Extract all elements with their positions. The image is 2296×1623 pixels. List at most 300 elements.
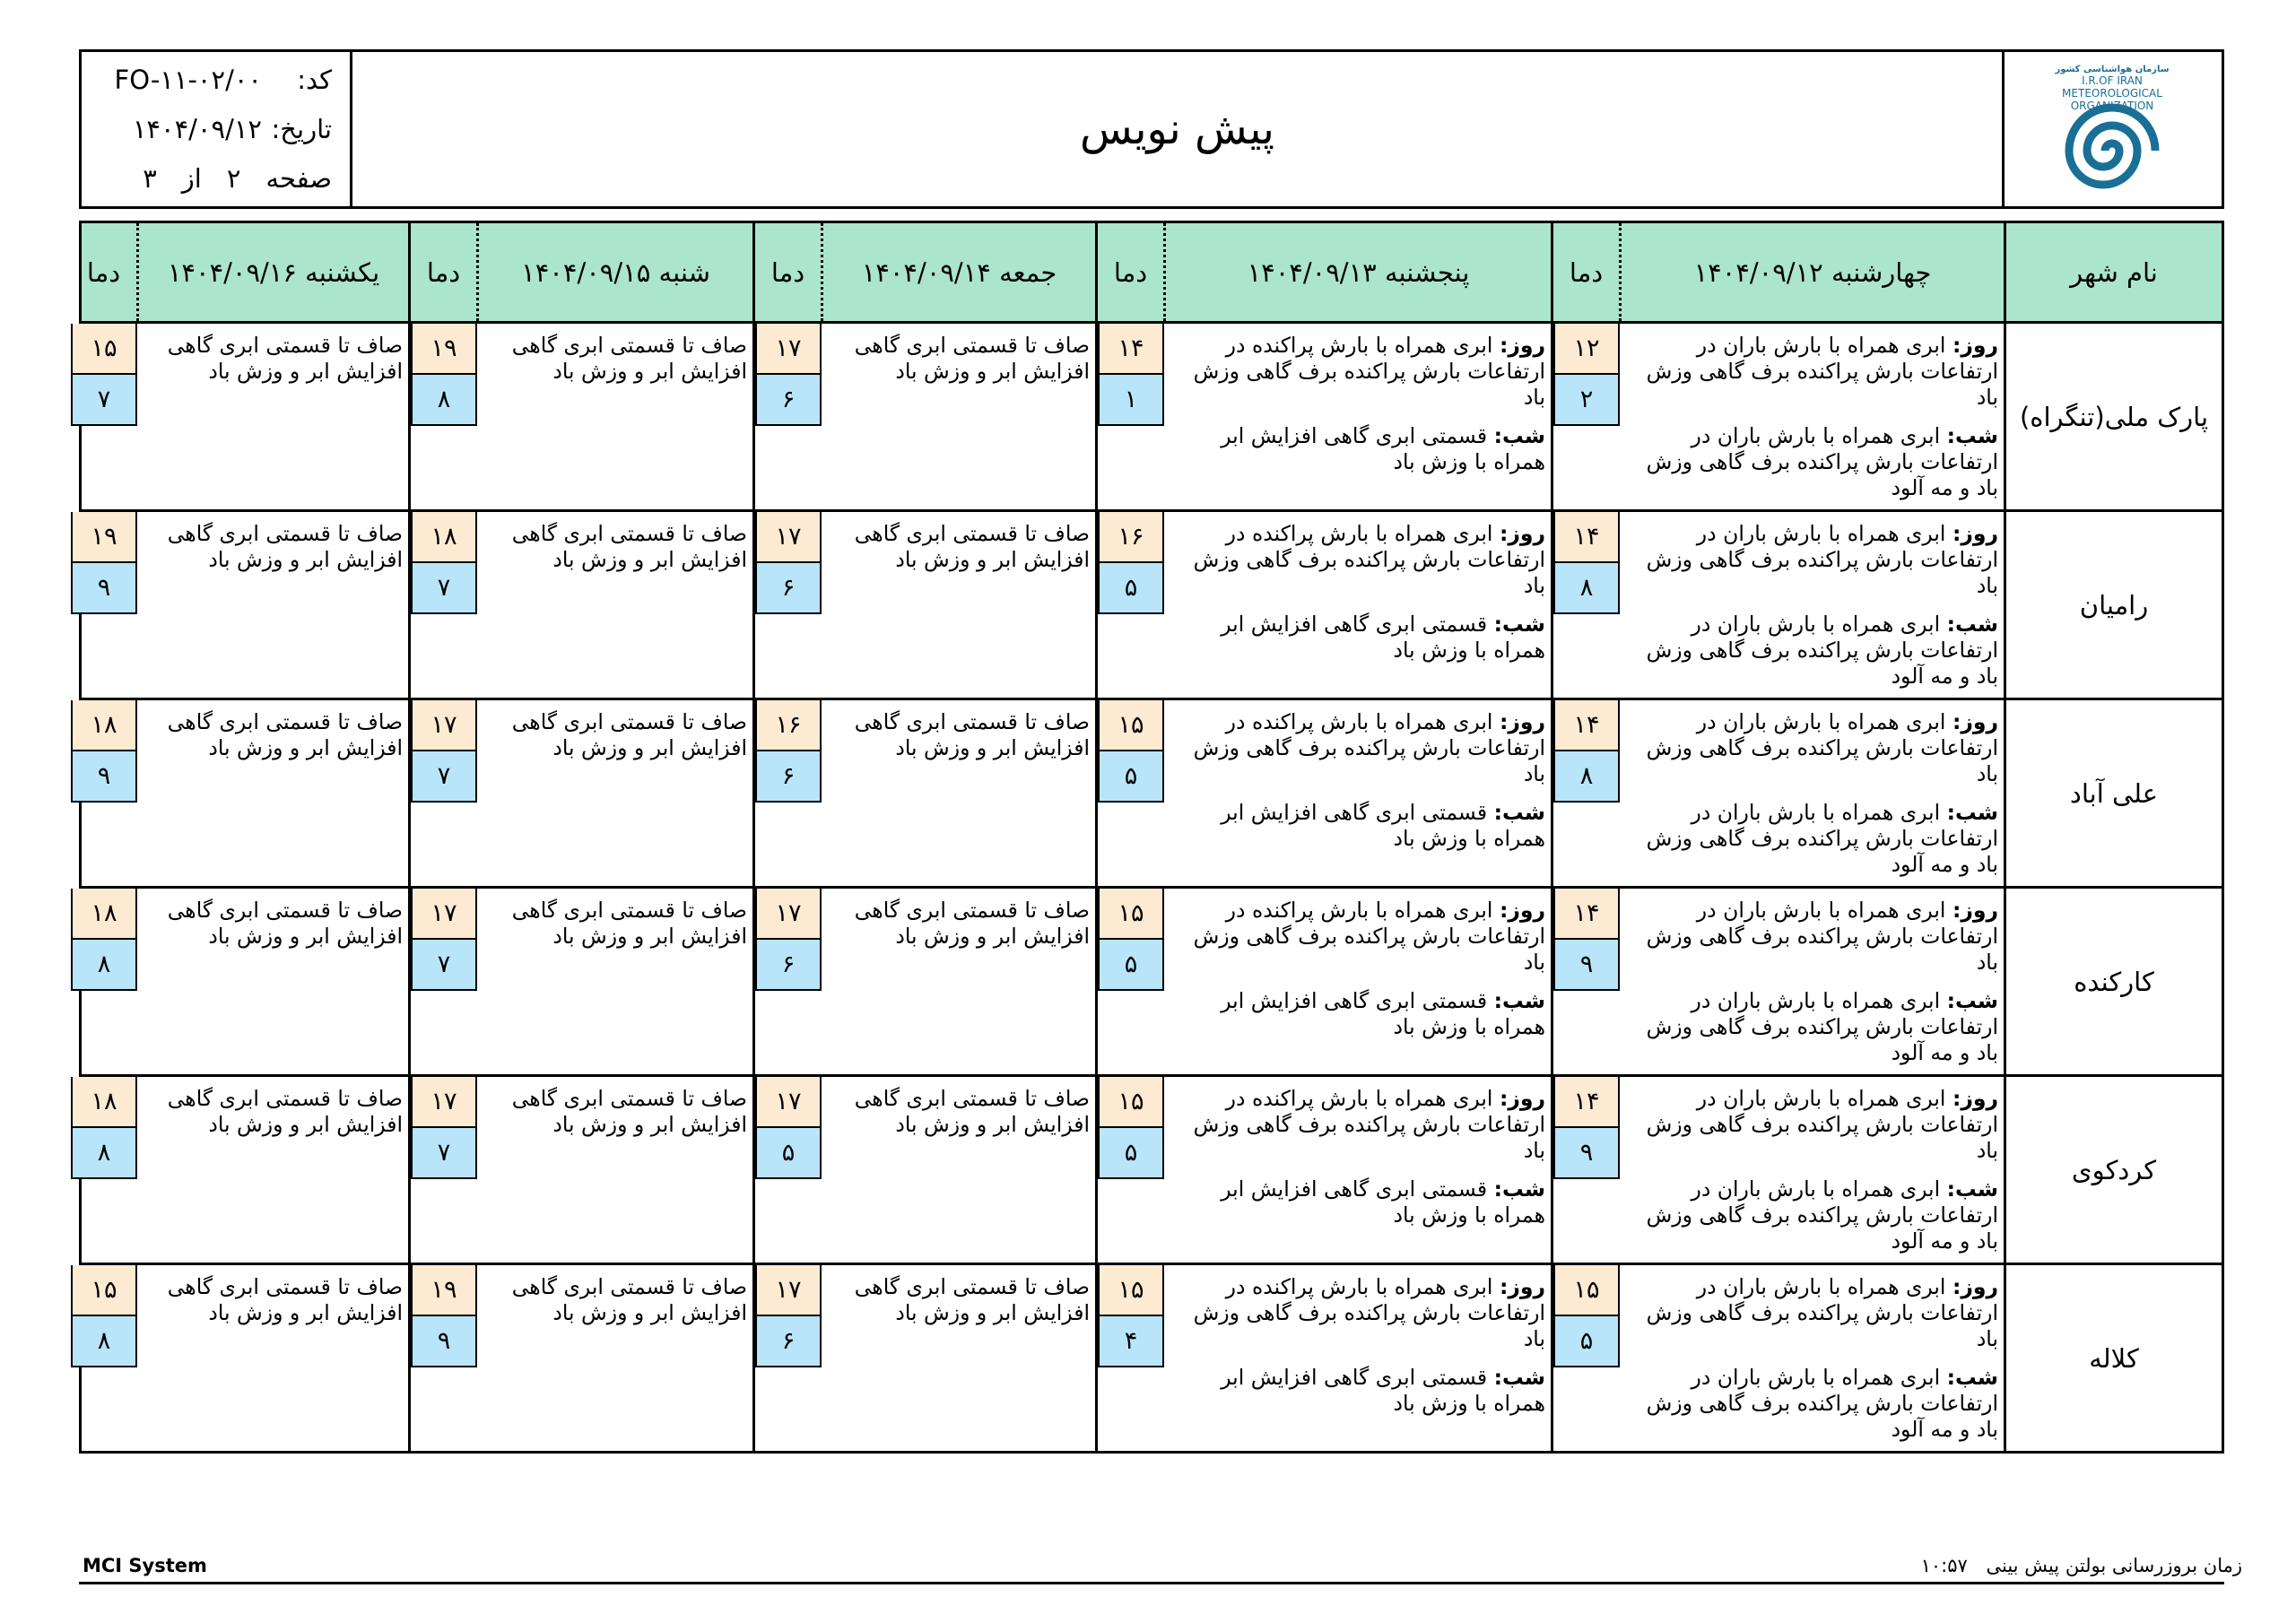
min-temperature: ۸ [1553,563,1620,614]
night-forecast-label: شب: [1946,800,1998,825]
forecast-text-text: صاف تا قسمتی ابری گاهی افزایش ابر و وزش باد [854,521,1090,572]
day-forecast-text: ابری همراه با بارش باران در ارتفاعات بارش پراکنده برف گاهی وزش باد [1646,521,1998,598]
day-forecast [1628,1086,1998,1164]
day-column-header [1551,223,2004,321]
forecast-cell [408,1077,752,1263]
max-temperature: ۱۵ [1098,1077,1164,1128]
forecast-table [79,221,2224,1454]
day-forecast [1172,1086,1545,1164]
min-temperature: ۵ [755,1128,822,1179]
forecast-text-text: صاف تا قسمتی ابری گاهی افزایش ابر و وزش باد [854,709,1090,760]
min-temperature: ۵ [1098,751,1164,803]
temperature-box [755,1265,822,1367]
temp-header: دما [426,256,461,288]
max-temperature: ۱۶ [1098,512,1164,563]
forecast-description [830,333,1090,397]
logo-spiral-icon [2005,52,2219,206]
temperature-box [71,700,137,803]
min-temperature: ۴ [1098,1316,1164,1367]
temperature-box [1553,324,1620,426]
system-name: MCI System [83,1555,207,1576]
forecast-cell [408,1265,752,1451]
day-forecast-text: ابری همراه با بارش پراکنده در ارتفاعات بارش پراکنده برف گاهی وزش باد [1193,1274,1545,1351]
max-temperature: ۱۹ [411,324,477,375]
max-temperature: ۱۹ [71,512,137,563]
min-temperature: ۸ [1553,751,1620,803]
forecast-description [485,521,747,586]
forecast-description [1172,709,1545,864]
temperature-box [71,512,137,614]
min-temperature: ۷ [411,940,477,991]
code-row [115,65,332,95]
night-forecast-label: شب: [1493,1176,1545,1202]
temp-header: دما [86,256,121,288]
min-temperature: ۷ [411,751,477,803]
max-temperature: ۱۷ [411,1077,477,1128]
night-forecast-text: قسمتی ابری گاهی افزایش ابر همراه با وزش باد [1221,1365,1545,1416]
forecast-text [830,1274,1090,1326]
forecast-description [145,1086,403,1150]
forecast-description [1172,521,1545,676]
night-forecast-label: شب: [1493,800,1545,825]
temperature-box [1098,1265,1164,1367]
forecast-description [1172,1274,1545,1429]
max-temperature: ۱۴ [1553,700,1620,751]
night-forecast-label: شب: [1493,988,1545,1013]
city-name: پارک ملی(تنگراه) [2004,324,2222,509]
table-row [79,1077,2224,1265]
forecast-text-text: صاف تا قسمتی ابری گاهی افزایش ابر و وزش باد [167,709,403,760]
forecast-text [145,1086,403,1138]
max-temperature: ۱۹ [411,1265,477,1316]
night-forecast-text: ابری همراه با بارش باران در ارتفاعات بارش پراکنده برف گاهی وزش باد و مه آلود [1646,423,1998,500]
temperature-box [71,1077,137,1179]
min-temperature: ۵ [1098,563,1164,614]
min-temperature: ۲ [1553,375,1620,426]
day-forecast-label: روز: [1499,521,1545,546]
forecast-text [145,521,403,573]
day-forecast-text: ابری همراه با بارش باران در ارتفاعات بارش پراکنده برف گاهی وزش باد [1646,1274,1998,1351]
temp-header: دما [1569,256,1604,288]
forecast-text-text: صاف تا قسمتی ابری گاهی افزایش ابر و وزش باد [511,709,747,760]
min-temperature: ۷ [411,1128,477,1179]
day-column-header [1095,223,1551,321]
forecast-text-text: صاف تا قسمتی ابری گاهی افزایش ابر و وزش باد [854,1274,1090,1325]
temperature-box [1553,1077,1620,1179]
temperature-box [1098,512,1164,614]
night-forecast-text: قسمتی ابری گاهی افزایش ابر همراه با وزش باد [1221,423,1545,474]
forecast-cell [1551,1077,2004,1263]
day-forecast-label: روز: [1952,333,1998,358]
max-temperature: ۱۸ [71,1077,137,1128]
min-temperature: ۹ [411,1316,477,1367]
day-forecast [1628,709,1998,787]
table-header-row [79,221,2224,324]
temperature-box [71,1265,137,1367]
day-label: شنبه ۱۴۰۴/۰۹/۱۵ [521,256,710,288]
day-column-header [752,223,1095,321]
night-forecast-text: قسمتی ابری گاهی افزایش ابر همراه با وزش باد [1221,612,1545,663]
day-forecast-label: روز: [1499,333,1545,358]
day-forecast [1172,709,1545,787]
date-row [133,114,332,144]
max-temperature: ۱۷ [755,1077,822,1128]
min-temperature: ۵ [1098,940,1164,991]
forecast-cell [1551,889,2004,1074]
forecast-description [1628,333,1998,514]
temperature-box [755,700,822,803]
day-label: جمعه ۱۴۰۴/۰۹/۱۴ [861,256,1057,288]
table-row [79,1265,2224,1454]
night-forecast-text: ابری همراه با بارش باران در ارتفاعات بارش پراکنده برف گاهی وزش باد و مه آلود [1646,988,1998,1065]
forecast-text [485,521,747,573]
night-forecast-text: ابری همراه با بارش باران در ارتفاعات بارش پراکنده برف گاهی وزش باد و مه آلود [1646,612,1998,689]
day-forecast-label: روز: [1952,709,1998,734]
min-temperature: ۵ [1098,1128,1164,1179]
day-forecast-text: ابری همراه با بارش پراکنده در ارتفاعات بارش پراکنده برف گاهی وزش باد [1193,1086,1545,1163]
night-forecast-label: شب: [1946,612,1998,637]
max-temperature: ۱۷ [411,700,477,751]
forecast-cell [1095,1265,1551,1451]
night-forecast [1172,1176,1545,1228]
night-forecast-text: قسمتی ابری گاهی افزایش ابر همراه با وزش باد [1221,800,1545,851]
max-temperature: ۱۴ [1553,512,1620,563]
day-forecast-text: ابری همراه با بارش باران در ارتفاعات بارش پراکنده برف گاهی وزش باد [1646,333,1998,410]
min-temperature: ۶ [755,940,822,991]
max-temperature: ۱۴ [1553,1077,1620,1128]
logo-org-en-2: METEOROLOGICAL [2062,87,2162,100]
forecast-description [485,709,747,774]
forecast-description [830,1274,1090,1339]
day-forecast-label: روز: [1952,1274,1998,1299]
max-temperature: ۱۴ [1553,889,1620,940]
forecast-text-text: صاف تا قسمتی ابری گاهی افزایش ابر و وزش باد [854,1086,1090,1137]
forecast-description [145,521,403,586]
forecast-cell [1095,1077,1551,1263]
forecast-cell [752,512,1095,698]
page-current: ۲ [226,163,241,194]
day-forecast [1628,521,1998,599]
min-temperature: ۹ [1553,1128,1620,1179]
forecast-text [485,709,747,761]
temperature-box [1098,889,1164,991]
forecast-text-text: صاف تا قسمتی ابری گاهی افزایش ابر و وزش باد [511,1086,747,1137]
forecast-text [145,1274,403,1326]
min-temperature: ۹ [1553,940,1620,991]
day-label: یکشنبه ۱۴۰۴/۰۹/۱۶ [167,256,380,288]
day-forecast-text: ابری همراه با بارش پراکنده در ارتفاعات بارش پراکنده برف گاهی وزش باد [1193,333,1545,410]
temperature-box [411,512,477,614]
forecast-description [1628,1274,1998,1455]
page-row [117,163,332,194]
table-body [79,324,2224,1454]
forecast-description [830,1086,1090,1150]
forecast-description [1172,898,1545,1053]
city-name: کلاله [2004,1265,2222,1451]
forecast-description [830,898,1090,962]
forecast-cell [71,512,408,698]
night-forecast [1628,1365,1998,1443]
min-temperature: ۶ [755,375,822,426]
forecast-text [830,521,1090,573]
min-temperature: ۹ [71,751,137,803]
night-forecast-label: شب: [1946,423,1998,448]
temperature-box [411,889,477,991]
night-forecast-text: ابری همراه با بارش باران در ارتفاعات بارش پراکنده برف گاهی وزش باد و مه آلود [1646,800,1998,877]
day-column-header [71,223,408,321]
meteorological-organization-logo [2002,52,2222,206]
code-label: کد: [297,65,332,95]
forecast-cell [1095,889,1551,1074]
forecast-text [830,333,1090,385]
forecast-text [485,898,747,950]
max-temperature: ۱۷ [755,512,822,563]
forecast-cell [71,1077,408,1263]
night-forecast-label: شب: [1493,1365,1545,1390]
forecast-description [1628,521,1998,702]
temperature-box [755,324,822,426]
max-temperature: ۱۴ [1098,324,1164,375]
code-value: FO-۱۱-۰۲/۰۰ [114,65,262,95]
city-name: علی آباد [2004,700,2222,886]
max-temperature: ۱۷ [755,1265,822,1316]
day-forecast-label: روز: [1499,898,1545,923]
max-temperature: ۱۷ [755,889,822,940]
page-total: ۳ [143,163,157,194]
forecast-description [145,709,403,774]
forecast-text-text: صاف تا قسمتی ابری گاهی افزایش ابر و وزش باد [854,898,1090,949]
min-temperature: ۶ [755,1316,822,1367]
forecast-cell [71,324,408,509]
night-forecast-text: قسمتی ابری گاهی افزایش ابر همراه با وزش باد [1221,988,1545,1039]
table-row [79,889,2224,1077]
temperature-box [1553,1265,1620,1367]
day-forecast-label: روز: [1952,521,1998,546]
forecast-text-text: صاف تا قسمتی ابری گاهی افزایش ابر و وزش باد [511,1274,747,1325]
forecast-text-text: صاف تا قسمتی ابری گاهی افزایش ابر و وزش باد [511,898,747,949]
day-forecast-text: ابری همراه با بارش باران در ارتفاعات بارش پراکنده برف گاهی وزش باد [1646,1086,1998,1163]
night-forecast [1628,1176,1998,1254]
forecast-cell [1095,700,1551,886]
temperature-box [1553,889,1620,991]
day-forecast [1628,1274,1998,1352]
night-forecast-label: شب: [1493,612,1545,637]
logo-org-en-1: I.R.OF IRAN [2082,74,2143,87]
day-forecast-text: ابری همراه با بارش باران در ارتفاعات بارش پراکنده برف گاهی وزش باد [1646,898,1998,975]
max-temperature: ۱۸ [411,512,477,563]
min-temperature: ۷ [71,375,137,426]
night-forecast-label: شب: [1946,1365,1998,1390]
night-forecast [1628,423,1998,501]
forecast-text-text: صاف تا قسمتی ابری گاهی افزایش ابر و وزش باد [167,1086,403,1137]
forecast-text [485,333,747,385]
day-forecast [1172,333,1545,411]
forecast-text [145,709,403,761]
forecast-text-text: صاف تا قسمتی ابری گاهی افزایش ابر و وزش باد [854,333,1090,384]
day-forecast-label: روز: [1499,1086,1545,1111]
forecast-description [830,709,1090,774]
day-forecast [1628,333,1998,411]
forecast-text [830,898,1090,950]
min-temperature: ۹ [71,563,137,614]
max-temperature: ۱۷ [411,889,477,940]
day-forecast-label: روز: [1952,898,1998,923]
date-label: تاریخ: [271,114,332,144]
forecast-cell [1551,324,2004,509]
bulletin-header [79,49,2224,209]
update-label: زمان بروزرسانی بولتن پیش بینی [1986,1555,2242,1576]
night-forecast-label: شب: [1946,1176,1998,1202]
forecast-cell [1095,324,1551,509]
temperature-box [411,1077,477,1179]
forecast-cell [752,889,1095,1074]
forecast-cell [1095,512,1551,698]
forecast-description [1628,1086,1998,1267]
night-forecast [1628,612,1998,690]
day-forecast-label: روز: [1499,709,1545,734]
forecast-cell [1551,700,2004,886]
forecast-text [485,1274,747,1326]
forecast-text [485,1086,747,1138]
forecast-description [1628,709,1998,890]
forecast-text [145,898,403,950]
temperature-box [1553,700,1620,803]
table-row [79,512,2224,700]
day-forecast [1628,898,1998,976]
forecast-text-text: صاف تا قسمتی ابری گاهی افزایش ابر و وزش باد [511,333,747,384]
max-temperature: ۱۸ [71,700,137,751]
document-meta [82,52,352,206]
forecast-cell [71,889,408,1074]
temperature-box [1098,324,1164,426]
max-temperature: ۱۵ [71,1265,137,1316]
table-row [79,324,2224,512]
min-temperature: ۸ [71,1316,137,1367]
night-forecast-text: ابری همراه با بارش باران در ارتفاعات بارش پراکنده برف گاهی وزش باد و مه آلود [1646,1176,1998,1254]
forecast-description [145,1274,403,1339]
night-forecast-text: ابری همراه با بارش باران در ارتفاعات بارش پراکنده برف گاهی وزش باد و مه آلود [1646,1365,1998,1442]
max-temperature: ۱۵ [71,324,137,375]
forecast-cell [71,1265,408,1451]
forecast-cell [752,1077,1095,1263]
forecast-text [830,1086,1090,1138]
temperature-box [1553,512,1620,614]
temperature-box [755,512,822,614]
date-value: ۱۴۰۴/۰۹/۱۲ [132,114,262,144]
temperature-box [411,700,477,803]
forecast-cell [752,1265,1095,1451]
temp-header: دما [770,256,805,288]
max-temperature: ۱۵ [1098,1265,1164,1316]
temperature-box [1098,700,1164,803]
forecast-cell [408,700,752,886]
forecast-description [485,333,747,397]
day-forecast-label: روز: [1499,1274,1545,1299]
day-forecast-text: ابری همراه با بارش پراکنده در ارتفاعات بارش پراکنده برف گاهی وزش باد [1193,898,1545,975]
forecast-text [145,333,403,385]
table-row [79,700,2224,889]
city-name: کردکوی [2004,1077,2222,1263]
night-forecast [1172,800,1545,852]
min-temperature: ۸ [71,940,137,991]
night-forecast [1628,988,1998,1066]
forecast-text-text: صاف تا قسمتی ابری گاهی افزایش ابر و وزش باد [167,521,403,572]
forecast-cell [408,512,752,698]
max-temperature: ۱۵ [1098,889,1164,940]
temperature-box [71,889,137,991]
day-label: چهارشنبه ۱۴۰۴/۰۹/۱۲ [1693,256,1932,288]
max-temperature: ۱۷ [755,324,822,375]
max-temperature: ۱۲ [1553,324,1620,375]
night-forecast [1628,800,1998,878]
forecast-text-text: صاف تا قسمتی ابری گاهی افزایش ابر و وزش باد [167,898,403,949]
forecast-text-text: صاف تا قسمتی ابری گاهی افزایش ابر و وزش باد [167,1274,403,1325]
max-temperature: ۱۵ [1098,700,1164,751]
day-forecast-text: ابری همراه با بارش باران در ارتفاعات بارش پراکنده برف گاهی وزش باد [1646,709,1998,786]
footer-divider [79,1582,2224,1584]
day-forecast-text: ابری همراه با بارش پراکنده در ارتفاعات بارش پراکنده برف گاهی وزش باد [1193,709,1545,786]
day-forecast-label: روز: [1952,1086,1998,1111]
forecast-description [1172,333,1545,488]
forecast-cell [408,889,752,1074]
min-temperature: ۱ [1098,375,1164,426]
forecast-cell [1551,1265,2004,1451]
night-forecast [1172,612,1545,664]
logo-org-en-3: ORGANIZATION [2070,100,2154,112]
day-forecast [1172,898,1545,976]
temperature-box [755,1077,822,1179]
forecast-text [830,709,1090,761]
max-temperature: ۱۶ [755,700,822,751]
min-temperature: ۵ [1553,1316,1620,1367]
page-of: از [181,163,202,194]
day-label: پنجشنبه ۱۴۰۴/۰۹/۱۳ [1247,256,1470,288]
forecast-description [145,898,403,962]
update-info [1921,1555,2242,1576]
forecast-cell [1551,512,2004,698]
night-forecast-label: شب: [1493,423,1545,448]
temperature-box [755,889,822,991]
forecast-description [830,521,1090,586]
temperature-box [411,1265,477,1367]
temperature-box [411,324,477,426]
forecast-description [145,333,403,397]
forecast-text-text: صاف تا قسمتی ابری گاهی افزایش ابر و وزش باد [511,521,747,572]
city-name: کارکنده [2004,889,2222,1074]
night-forecast [1172,423,1545,475]
forecast-description [1628,898,1998,1079]
night-forecast [1172,1365,1545,1417]
night-forecast-text: قسمتی ابری گاهی افزایش ابر همراه با وزش باد [1221,1176,1545,1228]
night-forecast-label: شب: [1946,988,1998,1013]
temp-header: دما [1113,256,1148,288]
day-forecast-text: ابری همراه با بارش پراکنده در ارتفاعات بارش پراکنده برف گاهی وزش باد [1193,521,1545,598]
min-temperature: ۷ [411,563,477,614]
forecast-cell [71,700,408,886]
forecast-description [485,898,747,962]
forecast-text-text: صاف تا قسمتی ابری گاهی افزایش ابر و وزش باد [167,333,403,384]
forecast-description [1172,1086,1545,1241]
city-name: رامیان [2004,512,2222,698]
page-title: پیش نویس [1080,104,1275,154]
forecast-description [485,1274,747,1339]
logo-org-fa: سازمان هواشناسی کشور [2055,65,2170,74]
city-column-header: نام شهر [2004,223,2222,321]
min-temperature: ۶ [755,751,822,803]
night-forecast [1172,988,1545,1040]
temperature-box [71,324,137,426]
max-temperature: ۱۸ [71,889,137,940]
